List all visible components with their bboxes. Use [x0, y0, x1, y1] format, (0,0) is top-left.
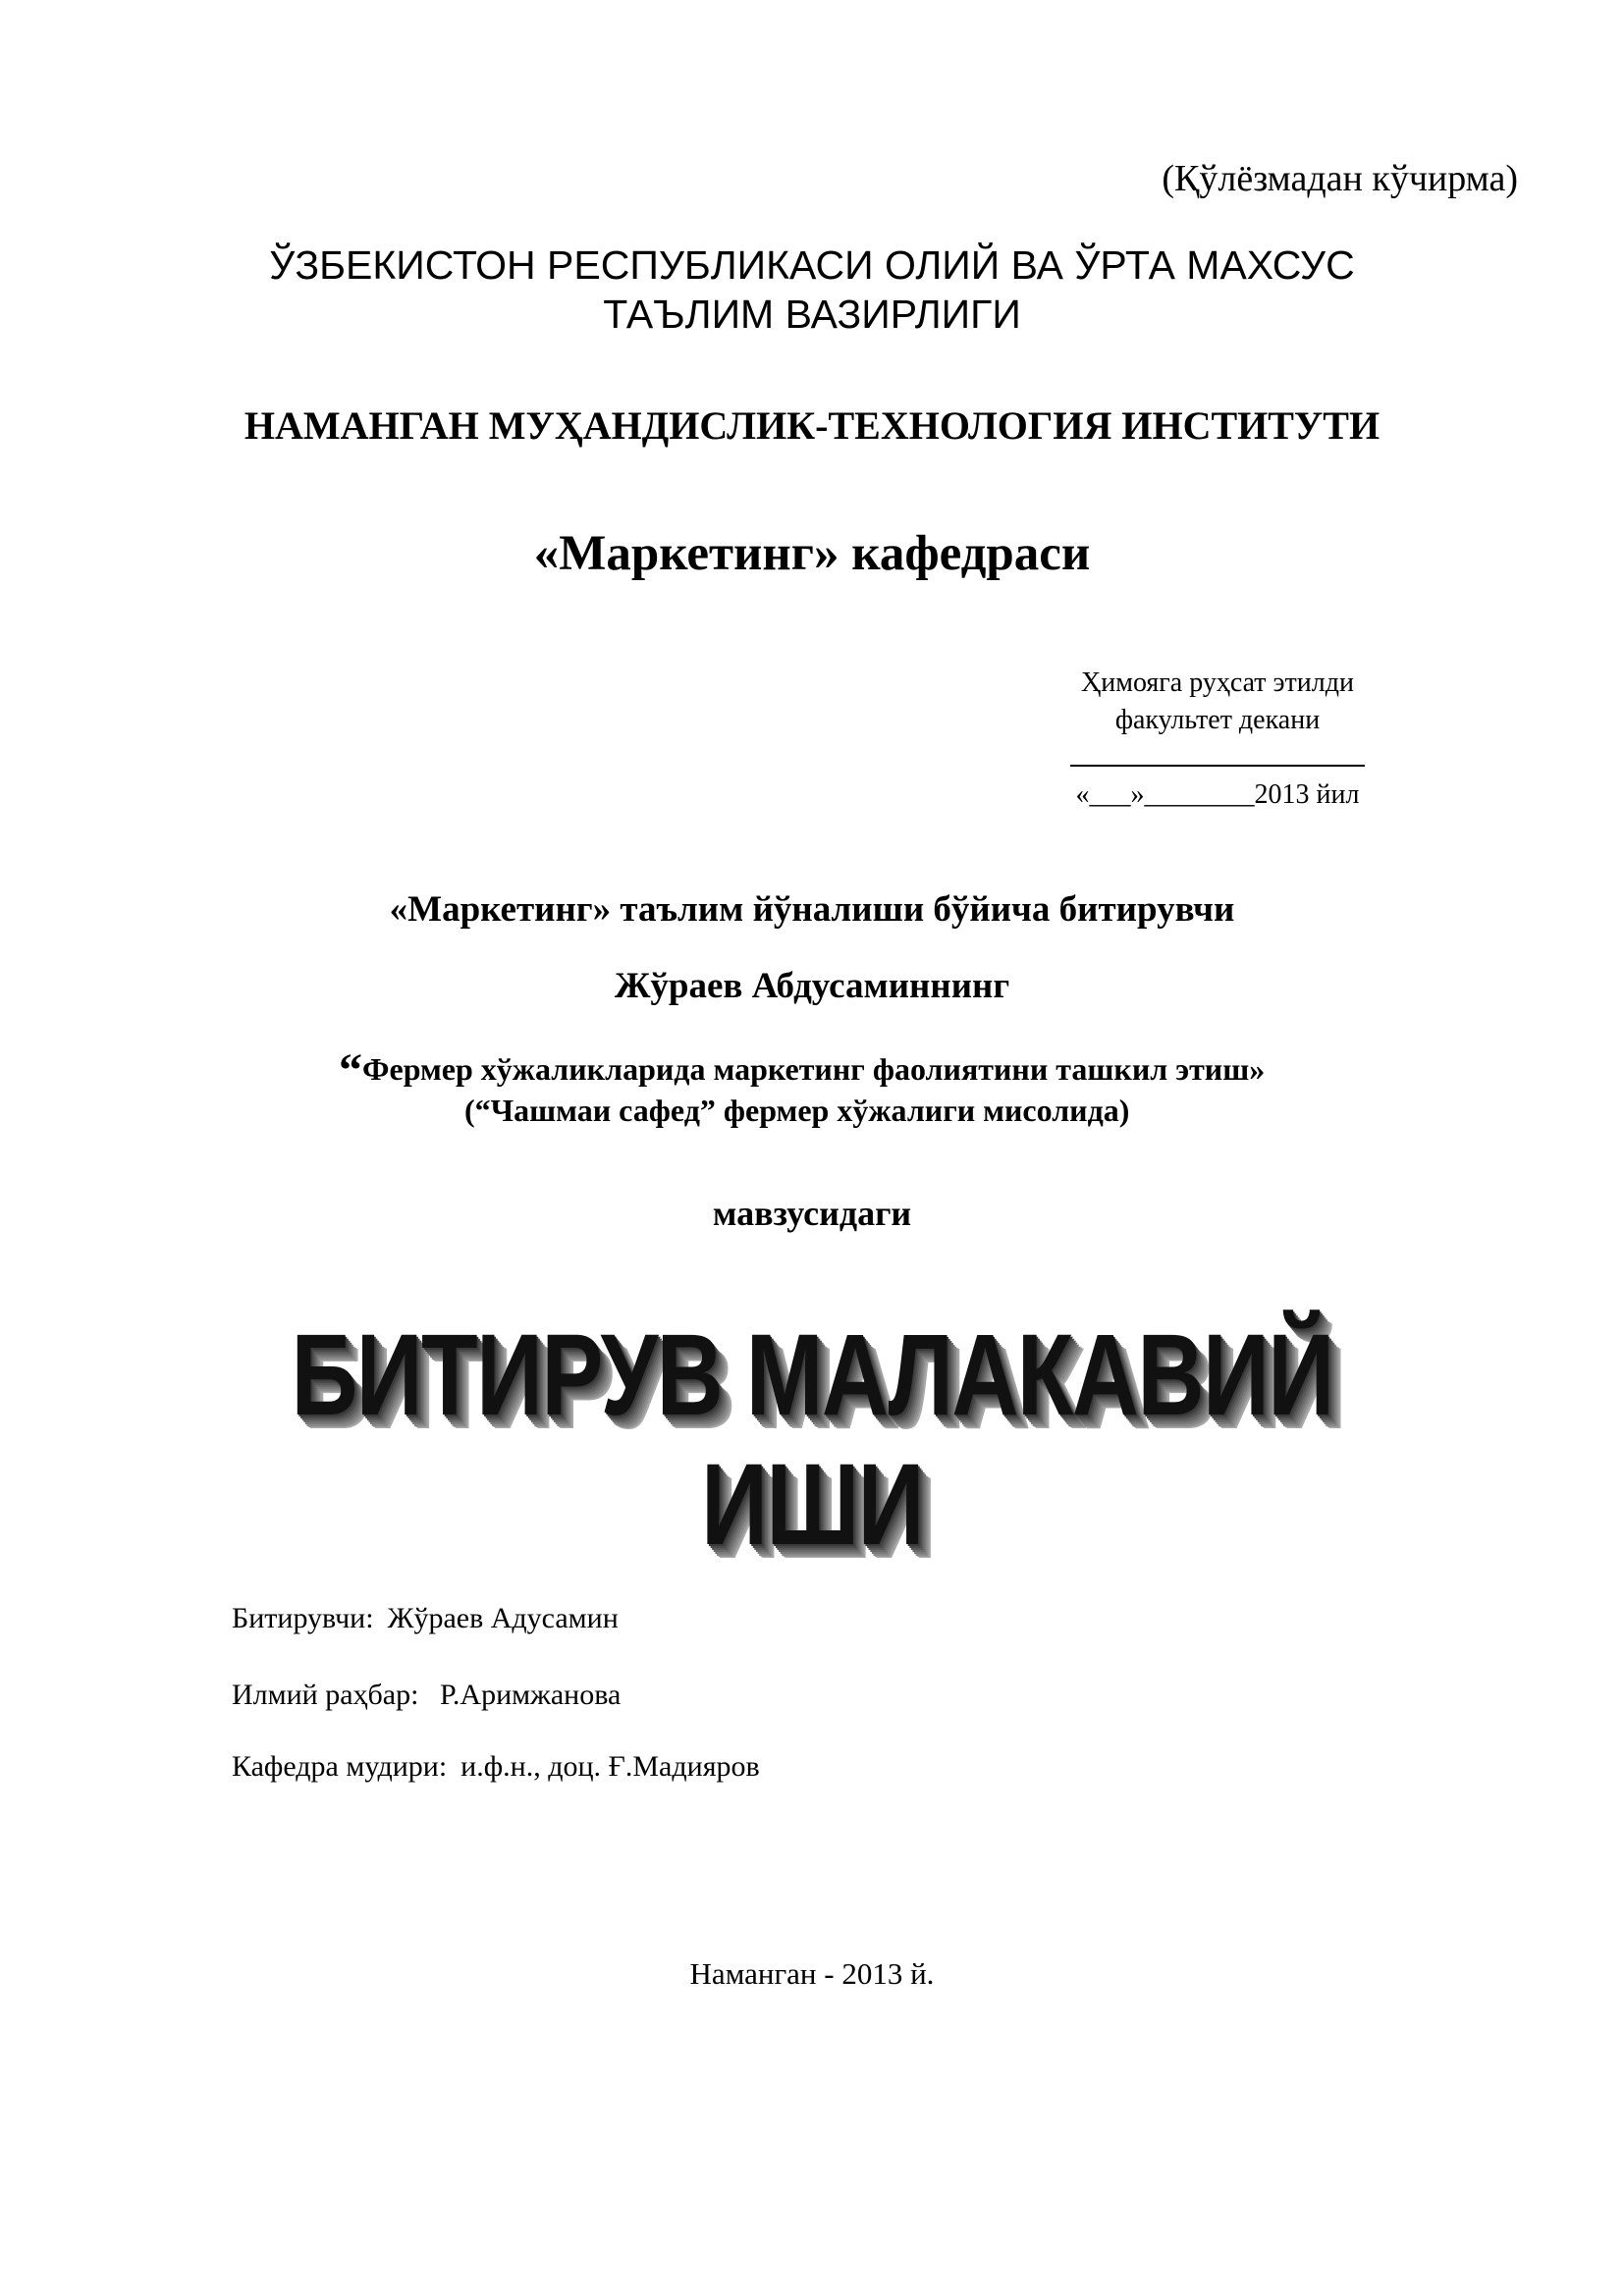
topic-suffix: мавзусидаги — [712, 1194, 912, 1233]
department-head-row — [232, 1750, 760, 1784]
signature-line — [1070, 747, 1365, 767]
graduate-label: Битирувчи: — [232, 1602, 374, 1634]
department-head-label: Кафедра мудири: — [232, 1750, 448, 1783]
approval-line-2: факультет декани — [1114, 705, 1321, 735]
topic-line-1-text: Фермер хўжаликларида маркетинг фаолиятини ташкил этиш» — [362, 1051, 1266, 1087]
study-direction: «Маркетинг» таълим йўналиши бўйича битирувчи — [389, 889, 1235, 930]
work-title-line-2: ИШИ — [701, 1440, 923, 1570]
graduate-value: Жўраев Адусамин — [387, 1602, 619, 1634]
department-head-value: и.ф.н., доц. Ғ.Мадияров — [460, 1750, 760, 1783]
topic-line-1 — [339, 1043, 1265, 1097]
city-year: Наманган - 2013 й. — [689, 1956, 935, 1991]
supervisor-value: Р.Аримжанова — [432, 1679, 622, 1711]
ministry-line-2: ТАЪЛИМ ВАЗИРЛИГИ — [603, 292, 1021, 337]
department-name: «Маркетинг» кафедраси — [533, 526, 1091, 581]
supervisor-label: Илмий раҳбар: — [232, 1679, 419, 1711]
topic-open-quote: “ — [339, 1044, 362, 1096]
topic-line-2: (“Чашмаи сафед” фермер хўжалиги мисолида) — [464, 1093, 1130, 1128]
work-title-wordart — [162, 1310, 1461, 1570]
institute-name: НАМАНГАН МУҲАНДИСЛИК-ТЕХНОЛОГИЯ ИНСТИТУТИ — [244, 403, 1380, 448]
ministry-line-1: ЎЗБЕКИСТОН РЕСПУБЛИКАСИ ОЛИЙ ВА ЎРТА МАХСУС — [269, 242, 1355, 288]
work-title-line-1: БИТИРУВ МАЛАКАВИЙ — [291, 1310, 1333, 1440]
graduate-row — [232, 1602, 619, 1635]
ministry-heading — [0, 240, 1624, 339]
supervisor-row — [232, 1679, 621, 1712]
approval-line-1: Ҳимояга руҳсат этилди — [1081, 667, 1354, 698]
approval-date-line: «___»________2013 йил — [1075, 779, 1360, 810]
student-name: Жўраев Абдусаминнинг — [614, 966, 1010, 1006]
approval-block — [1036, 665, 1399, 814]
copy-note: (Қўлёзмадан кўчирма) — [1162, 158, 1518, 199]
